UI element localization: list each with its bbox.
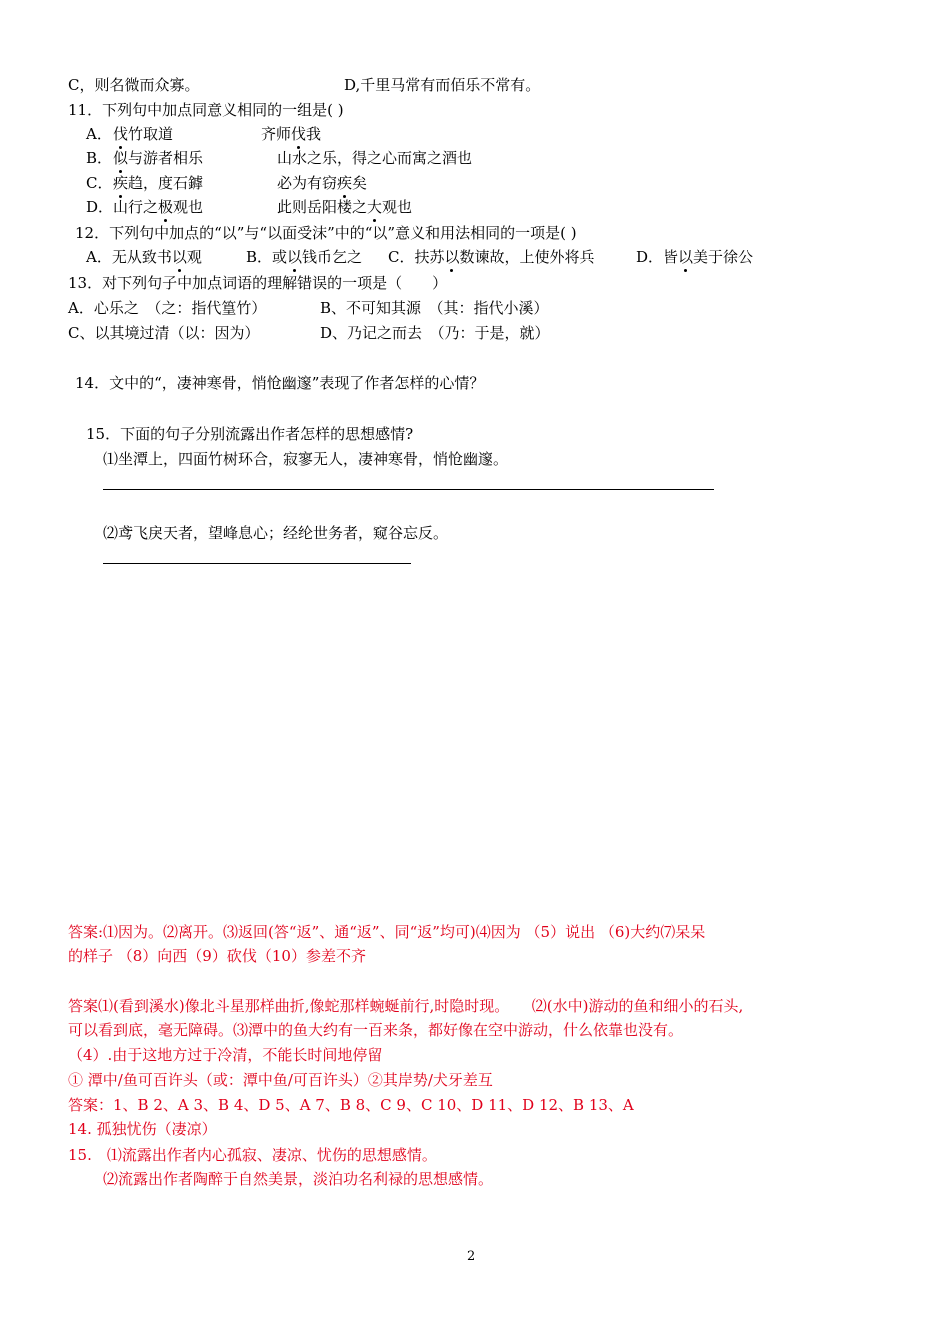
answer-4-line: 答案：1、B 2、A 3、B 4、D 5、A 7、B 8、C 9、C 10、D 11、D 12、B 13、A: [68, 1096, 634, 1114]
q15-stem: 15．下面的句子分别流露出作者怎样的思想感情?: [86, 425, 414, 443]
q13-option-a: A．心乐之 （之：指代篁竹）: [68, 299, 267, 317]
q14-stem: 14．文中的“，凄神寒骨，悄怆幽邃”表现了作者怎样的心情？: [75, 374, 485, 392]
q12-option-c: C．扶苏以数谏故，上使外将兵: [388, 248, 595, 266]
answer-2-line-1: 答案⑴(看到溪水)像北斗星那样曲折,像蛇那样蜿蜒前行,时隐时现。 ⑵(水中)游动的鱼和细小的石头,: [68, 997, 744, 1015]
q11-option-d-label: D．: [86, 198, 114, 216]
q13-option-d: D、乃记之而去 （乃：于是，就）: [320, 324, 550, 342]
answer-2-line-2: 可以看到底，毫无障碍。⑶潭中的鱼大约有一百来条，都好像在空中游动，什么依靠也没有。: [68, 1021, 684, 1039]
q11-a-dotted-2: 伐: [291, 125, 307, 143]
q11-option-a-label: A．: [86, 125, 112, 143]
answer-6-line-1: 15. ⑴流露出作者内心孤寂、凄凉、忧伤的思想感情。: [68, 1146, 437, 1164]
q12-option-a: A．无从致书以观: [86, 248, 202, 266]
answer-2-line-3: （4）.由于这地方过于冷清，不能长时间地停留: [68, 1046, 383, 1064]
q10-option-d: D,千里马常有而佰乐不常有。: [344, 76, 541, 94]
q11-c-dotted-2: 疾: [337, 174, 353, 192]
q12-a-dotted: 以: [171, 248, 187, 266]
q12-d-dotted: 以: [678, 248, 694, 266]
answer-3-line: ① 潭中/鱼可百许头（或：潭中鱼/可百许头）②其岸势/犬牙差互: [68, 1071, 493, 1089]
answer-5-line: 14. 孤独忧伤（凄凉）: [68, 1120, 217, 1138]
answer-1-line-2: 的样子 （8）向西（9）砍伐（10）参差不齐: [68, 947, 366, 965]
q12-c-dotted: 以: [444, 248, 460, 266]
q15-sentence-2: ⑵鸢飞戾天者，望峰息心；经纶世务者，窥谷忘反。: [103, 524, 449, 542]
q11-option-d-s1: 山行之极观也: [113, 198, 204, 216]
q11-stem-text: 11．下列句中加点同意义相同的一组是: [68, 101, 328, 119]
q15-answer-line-2[interactable]: [103, 563, 411, 564]
q11-option-c-s1: 疾趋，度石鏬: [113, 174, 204, 192]
answer-1-line-1: 答案:⑴因为。⑵离开。⑶返回(答“返”、通“返”、同“返”均可)⑷因为 （5）说出 （6)大约⑺呆呆: [68, 923, 706, 941]
q11-c-dotted-1: 疾: [113, 174, 129, 192]
q15-sentence-1: ⑴坐潭上，四面竹树环合，寂寥无人，凄神寒骨，悄怆幽邃。: [103, 450, 509, 468]
q11-option-a-s1: 伐竹取道: [113, 125, 174, 143]
q13-stem: 13．对下列句子中加点词语的理解错误的一项是（ ）: [68, 274, 448, 292]
q11-option-b-s2: 山水之乐，得之心而寓之酒也: [277, 149, 473, 167]
q12-option-d: D．皆以美于徐公: [636, 248, 754, 266]
q11-option-a-s2: 齐师伐我: [261, 125, 322, 143]
q11-option-b-s1: 似与游者相乐: [113, 149, 204, 167]
q12-b-dotted: 以: [287, 248, 303, 266]
q12-stem: 12．下列句中加点的“以”与“以面受沫”中的“以”意义和用法相同的一项是( ): [75, 224, 577, 242]
q11-option-c-s2: 必为有窃疾矣: [277, 174, 368, 192]
answer-6-line-2: ⑵流露出作者陶醉于自然美景，淡泊功名利禄的思想感情。: [103, 1170, 494, 1188]
q11-d-dotted-2: 大: [367, 198, 383, 216]
q13-option-b: B、不可知其源 （其：指代小溪）: [320, 299, 549, 317]
q12-option-b: B．或以钱币乞之: [246, 248, 363, 266]
q11-answer-blank: ( ): [327, 101, 344, 119]
q11-option-c-label: C．: [86, 174, 113, 192]
q11-d-dotted-1: 极: [158, 198, 174, 216]
q11-option-b-label: B．: [86, 149, 113, 167]
q11-option-d-s2: 此则岳阳楼之大观也: [277, 198, 413, 216]
q15-answer-line-1[interactable]: [103, 489, 714, 490]
q10-option-c: C，则名微而众寡。: [68, 76, 200, 94]
q13-option-c: C、以其境过清（以：因为）: [68, 324, 260, 342]
q11-b-dotted-1: 似: [113, 149, 129, 167]
q11-stem: [68, 100, 344, 120]
page-number: 2: [467, 1249, 476, 1264]
q11-a-dotted-1: 伐: [113, 125, 129, 143]
